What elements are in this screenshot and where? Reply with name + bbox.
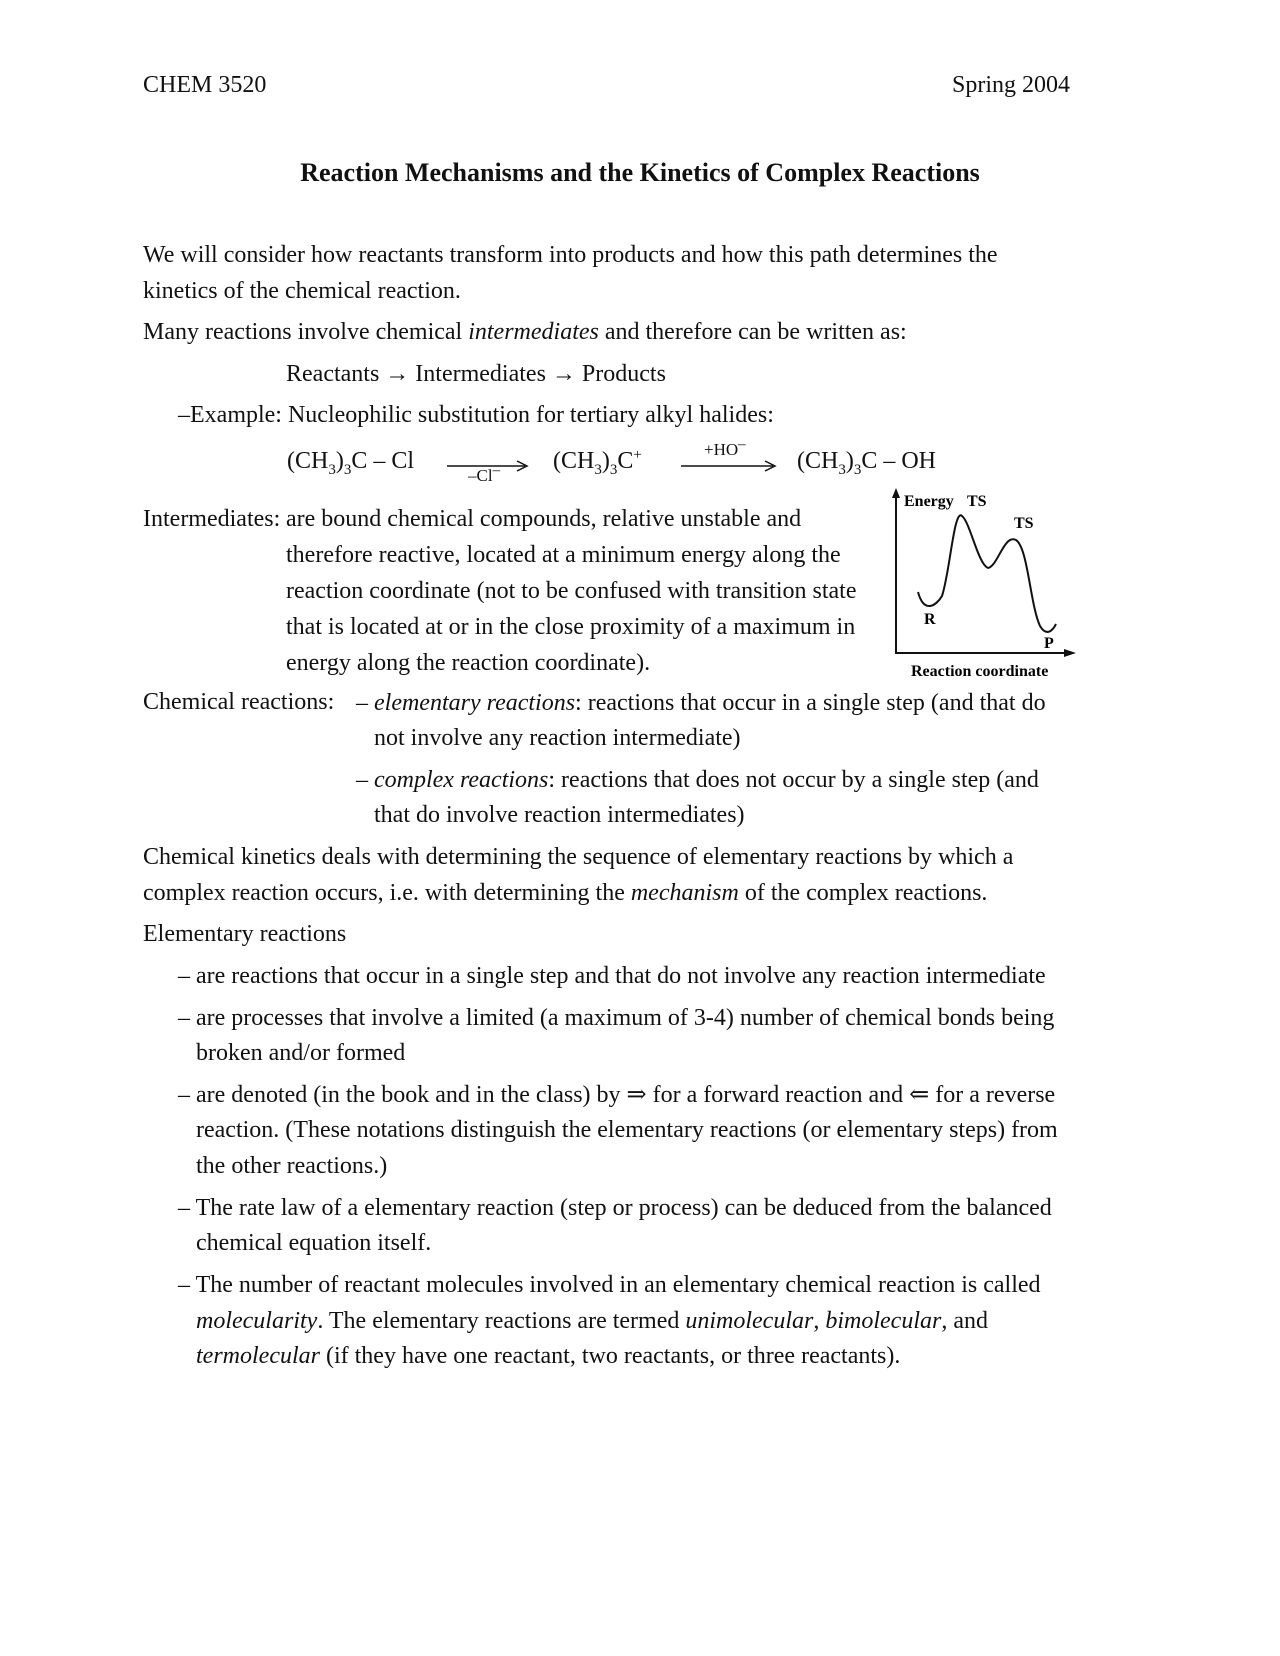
complex-term: complex reactions <box>374 767 549 793</box>
product-sub-outer: 3 <box>853 461 862 478</box>
cation-close: ) <box>601 448 610 474</box>
cation-sup: + <box>633 447 642 463</box>
bullet-3-line-1: – are denoted (in the book and in the class) by ⇒ for a forward reaction and ⇐ for a reverse <box>178 1082 1056 1108</box>
product-sub: 3 <box>838 461 846 478</box>
intermediates-definition <box>286 501 857 681</box>
energy-diagram <box>880 484 1080 684</box>
x-axis-label: Reaction coordinate <box>911 663 1049 680</box>
cation-sub-outer: 3 <box>609 461 618 478</box>
course-code: CHEM 3520 <box>143 72 267 98</box>
reactant-close: ) <box>335 448 344 474</box>
step2-label-sup: – <box>738 436 746 453</box>
intermediates-sentence-post: and therefore can be written as: <box>598 319 907 345</box>
scheme-intermediates: Intermediates <box>415 361 546 387</box>
complex-line-2: that do involve reaction intermediates) <box>374 802 745 828</box>
example-line <box>178 397 774 433</box>
intermediates-sentence-pre: Many reactions involve chemical <box>143 319 469 345</box>
bullet-5-end: , and <box>941 1308 988 1334</box>
cation-sub: 3 <box>594 461 602 478</box>
step1-label-sup: – <box>492 462 501 479</box>
scheme-arrow-2: → <box>551 361 576 387</box>
bimolecular-term: bimolecular <box>825 1308 942 1334</box>
product-close: ) <box>845 448 854 474</box>
bullet-5-rest: (if they have one reactant, two reactants, or three reactants). <box>319 1343 901 1369</box>
step1-label <box>468 462 501 486</box>
bullet-4-line-1: – The rate law of a elementary reaction (step or process) can be deduced from the balanced <box>178 1195 1052 1221</box>
cation-formula <box>553 447 642 478</box>
definition-line: are bound chemical compounds, relative unstable and <box>286 506 802 532</box>
product-formula <box>797 448 937 478</box>
scheme-arrow-1: → <box>385 361 410 387</box>
elementary-term: elementary reactions <box>374 690 576 716</box>
scheme-products: Products <box>581 361 666 387</box>
cation-open: (CH <box>553 448 595 474</box>
bullet-2-line-2: broken and/or formed <box>196 1040 406 1066</box>
complex-rest: : reactions that does not occur by a single step (and <box>548 767 1039 793</box>
termolecular-term: termolecular <box>196 1343 320 1369</box>
bullet-5-line-2 <box>196 1303 988 1339</box>
term: Spring 2004 <box>951 72 1070 98</box>
reaction-scheme <box>286 356 666 392</box>
intermediates-term: intermediates <box>468 319 599 345</box>
reactant-formula <box>287 448 415 478</box>
bullet-3-line-3: the other reactions.) <box>196 1153 388 1179</box>
kinetics-line-2 <box>143 875 987 911</box>
unimolecular-term: unimolecular <box>685 1308 814 1334</box>
definition-line: energy along the reaction coordinate). <box>286 650 651 676</box>
energy-curve <box>918 515 1056 632</box>
definition-line: that is located at or in the close proximity of a maximum in <box>286 614 856 640</box>
definition-line: reaction coordinate (not to be confused with transition state <box>286 578 857 604</box>
bullet-3-line-2: reaction. (These notations distinguish the elementary reactions (or elementary steps) from <box>196 1117 1058 1143</box>
reactant-sub: 3 <box>328 461 336 478</box>
bullet-5-line-1: – The number of reactant molecules involved in an elementary chemical reaction is called <box>178 1272 1041 1298</box>
elementary-heading: Elementary reactions <box>143 921 347 947</box>
bullet-4-line-2: chemical equation itself. <box>196 1230 432 1256</box>
intro-line-1: We will consider how reactants transform into products and how this path determines the <box>143 242 998 268</box>
product-label: P <box>1044 635 1054 652</box>
bullet-1: – are reactions that occur in a single step and that do not involve any reaction intermediate <box>178 963 1046 989</box>
scheme-reactants: Reactants <box>286 361 380 387</box>
intermediates-sentence <box>143 314 907 350</box>
step2-arrow-icon <box>679 456 779 476</box>
intermediates-label: Intermediates: <box>143 506 281 532</box>
definition-line: therefore reactive, located at a minimum energy along the <box>286 542 841 568</box>
intro-line-2: kinetics of the chemical reaction. <box>143 278 461 304</box>
reactant-open: (CH <box>287 448 329 474</box>
molecularity-term: molecularity <box>196 1308 318 1334</box>
reactant-label: R <box>924 611 936 628</box>
kinetics-line-1: Chemical kinetics deals with determining the sequence of elementary reactions by which a <box>143 844 1014 870</box>
complex-item: – complex reactions: reactions that does not occur by a single step (and <box>356 767 1039 793</box>
bullet-5-line-3 <box>196 1338 900 1374</box>
ts1-label: TS <box>967 493 987 510</box>
reactant-sub-outer: 3 <box>343 461 352 478</box>
elementary-item: – elementary reactions: reactions that occur in a single step (and that do <box>356 690 1046 716</box>
kinetics-line-2-pre: complex reaction occurs, i.e. with determining the <box>143 880 631 906</box>
step1-label-text: –Cl <box>468 466 493 485</box>
mechanism-term: mechanism <box>630 880 739 906</box>
energy-axis-label: Energy <box>904 493 954 510</box>
kinetics-line-2-post: of the complex reactions. <box>738 880 988 906</box>
bullet-5-sep: , <box>813 1308 826 1334</box>
bullet-5-mid: . The elementary reactions are termed <box>317 1308 686 1334</box>
product-open: (CH <box>797 448 839 474</box>
y-axis-arrowhead <box>892 488 900 498</box>
elementary-line-2: not involve any reaction intermediate) <box>374 725 741 751</box>
cation-end: C <box>617 448 634 474</box>
bullet-2-line-1: – are processes that involve a limited (a maximum of 3-4) number of chemical bonds being <box>178 1005 1055 1031</box>
ts2-label: TS <box>1014 515 1034 532</box>
step2-label-text: +HO <box>704 440 739 459</box>
reactant-end: C – Cl <box>351 448 415 474</box>
example-text: Example: Nucleophilic substitution for tertiary alkyl halides: <box>190 402 774 428</box>
page-title: Reaction Mechanisms and the Kinetics of Complex Reactions <box>300 158 980 187</box>
product-end: C – OH <box>861 448 937 474</box>
example-dash: – <box>178 402 190 428</box>
elementary-rest: : reactions that occur in a single step (and that do <box>575 690 1046 716</box>
chemical-reactions-label: Chemical reactions: <box>143 689 335 715</box>
x-axis-arrowhead <box>1064 649 1076 657</box>
